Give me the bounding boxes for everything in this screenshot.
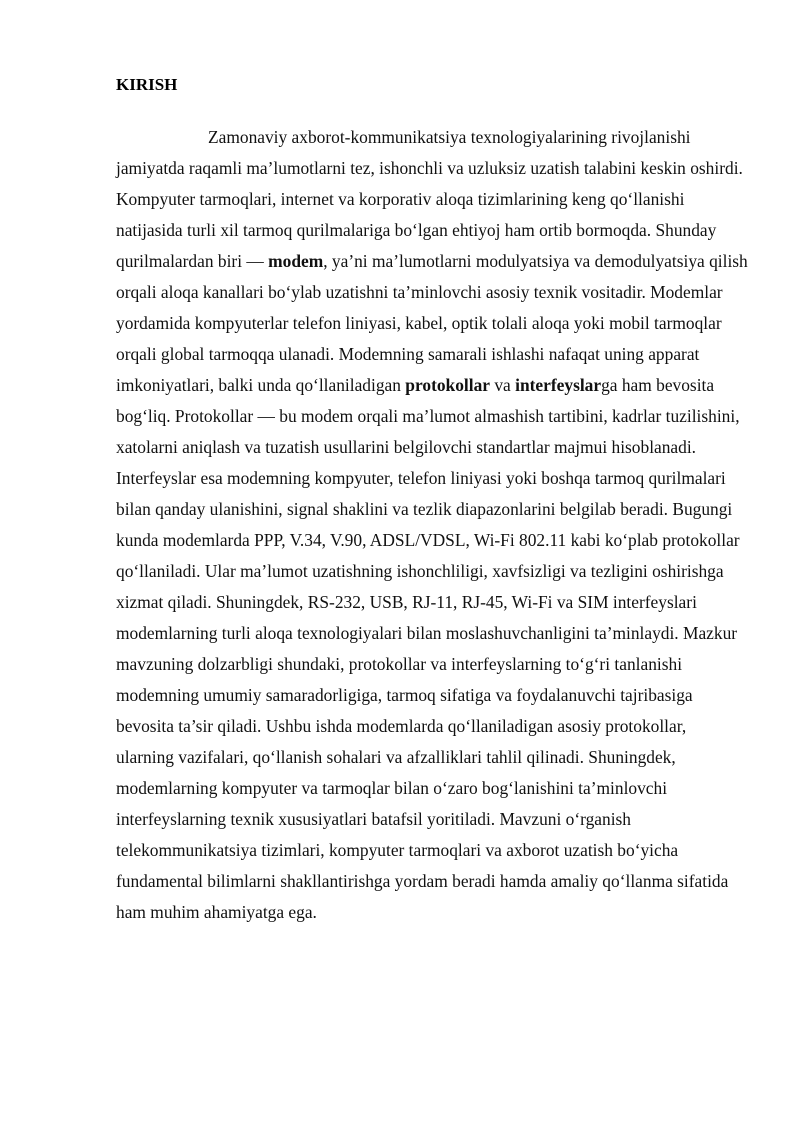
bold-term-protokollar: protokollar [405, 375, 490, 395]
bold-term-interfeyslar: interfeyslar [515, 375, 602, 395]
text-segment: Zamonaviy axborot-kommunikatsiya texnologiyalarining rivojlanishi jamiyatda raqamli ma’lumotlarni tez, ishonchli va uzluksiz uzatish talabini keskin oshirdi. Kompyuter tarmoqlari, internet va korporativ aloqa tizimlarining keng qo‘llanishi natijasida turli xil tarmoq qurilmalariga bo‘lgan ehtiyoj ham ortib bormoqda. Shunday qurilmalardan biri — [116, 127, 743, 271]
text-segment: va [490, 375, 516, 395]
section-heading: KIRISH [116, 75, 178, 94]
bold-term-modem: modem [268, 251, 324, 271]
intro-paragraph [116, 122, 748, 928]
text-segment: ga ham bevosita bog‘liq. Protokollar — bu modem orqali ma’lumot almashish tartibini, kadrlar tuzilishini, xatolarni aniqlash va tuzatish usullarini belgilovchi standartlar majmui hisoblanadi. Interfeyslar esa modemning kompyuter, telefon liniyasi yoki boshqa tarmoq qurilmalari bilan qanday ulanishini, signal shaklini va tezlik diapazonlarini belgilab beradi. Bugungi kunda modemlarda PPP, V.34, V.90, ADSL/VDSL, Wi-Fi 802.11 kabi ko‘plab protokollar qo‘llaniladi. Ular ma’lumot uzatishning ishonchliligi, xavfsizligi va tezligini oshirishga xizmat qiladi. Shuningdek, RS-232, USB, RJ-11, RJ-45, Wi-Fi va SIM interfeyslari modemlarning turli aloqa texnologiyalari bilan moslashuvchanligini ta’minlaydi. Mazkur mavzuning dolzarbligi shundaki, protokollar va interfeyslarning to‘g‘ri tanlanishi modemning umumiy samaradorligiga, tarmoq sifatiga va foydalanuvchi tajribasiga bevosita ta’sir qiladi. Ushbu ishda modemlarda qo‘llaniladigan asosiy protokollar, ularning vazifalari, qo‘llanish sohalari va afzalliklari tahlil qilinadi. Shuningdek, modemlarning kompyuter va tarmoqlar bilan o‘zaro bog‘lanishini ta’minlovchi interfeyslarning texnik xususiyatlari batafsil yoritiladi. Mavzuni o‘rganish telekommunikatsiya tizimlari, kompyuter tarmoqlari va axborot uzatish bo‘yicha fundamental bilimlarni shakllantirishga yordam beradi hamda amaliy qo‘llanma sifatida ham muhim ahamiyatga ega. [116, 375, 740, 922]
text-segment: , ya’ni ma’lumotlarni modulyatsiya va demodulyatsiya qilish orqali aloqa kanallari bo‘ylab uzatishni ta’minlovchi asosiy texnik vositadir. Modemlar yordamida kompyuterlar telefon liniyasi, kabel, optik tolali aloqa yoki mobil tarmoqlar orqali global tarmoqqa ulanadi. Modemning samarali ishlashi nafaqat uning apparat imkoniyatlari, balki unda qo‘llaniladigan [116, 251, 748, 395]
